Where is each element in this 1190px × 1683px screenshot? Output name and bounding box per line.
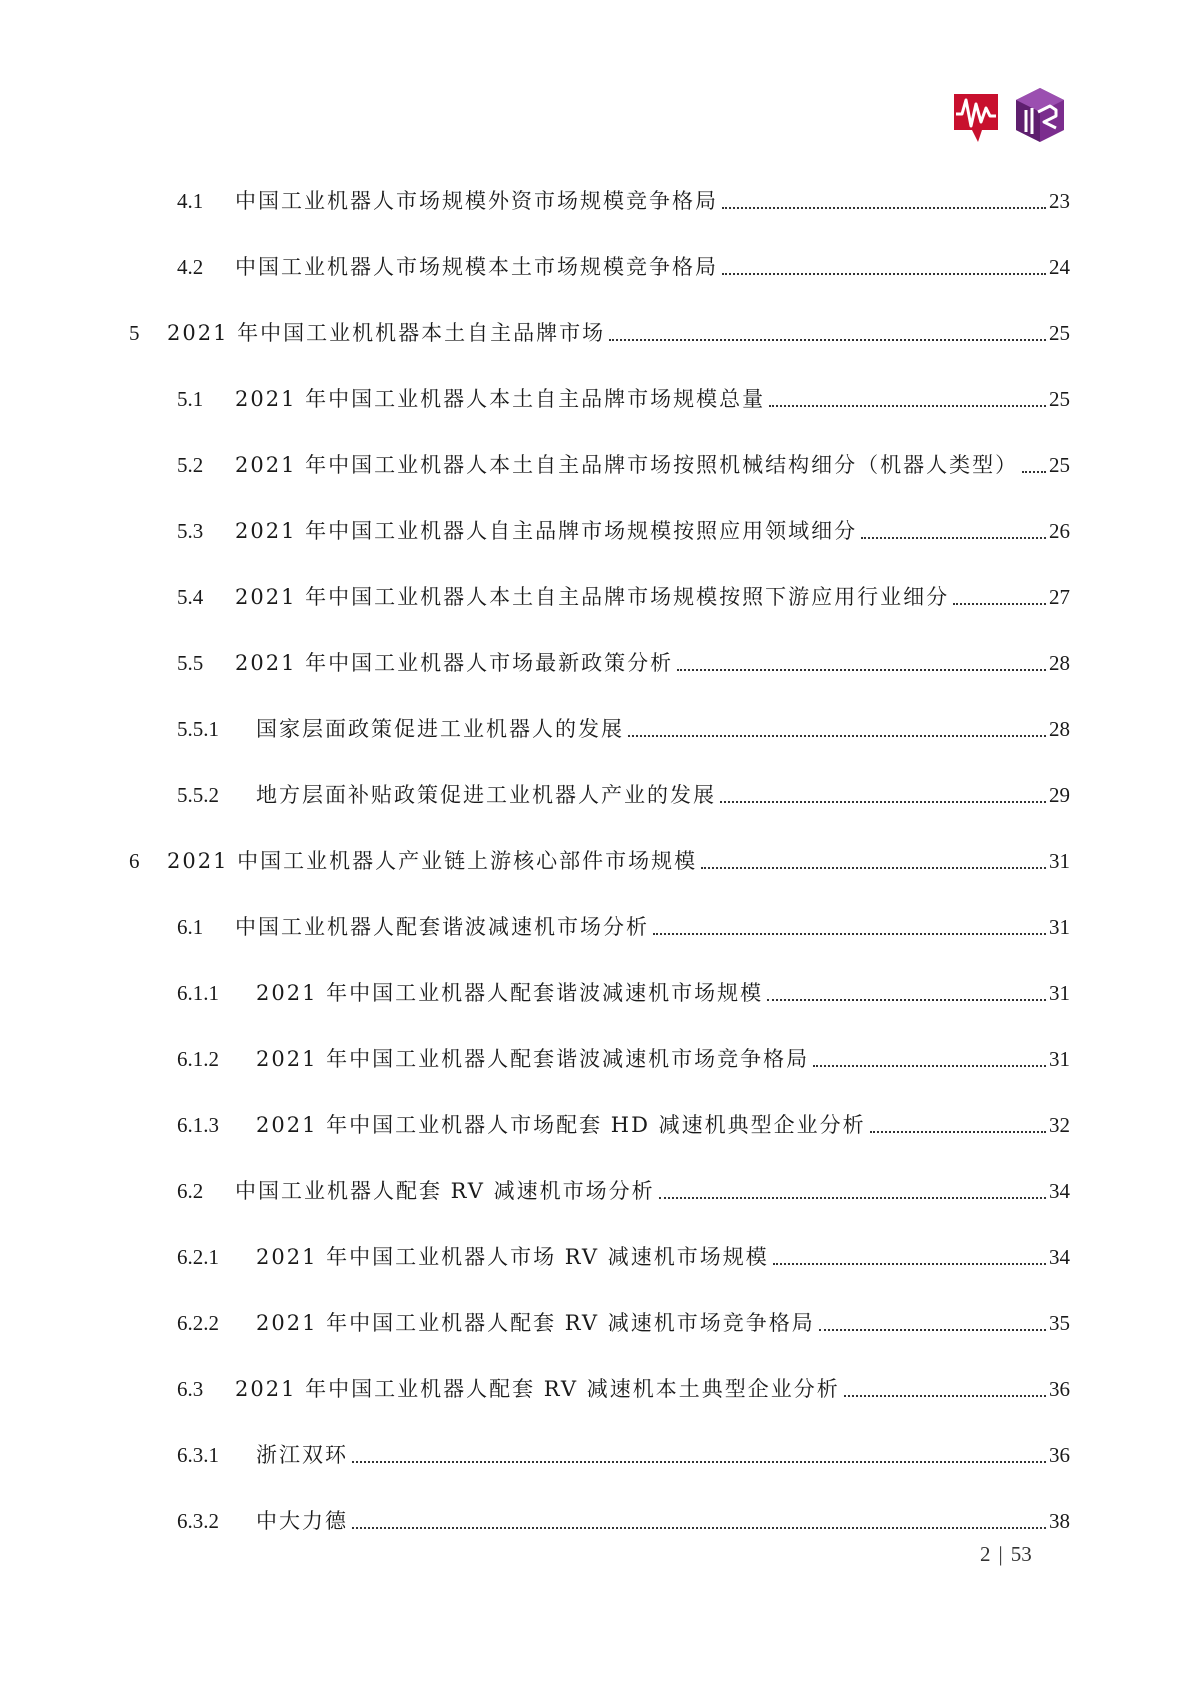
toc-entry-number: 5	[129, 321, 140, 345]
toc-entry-page: 28	[1049, 717, 1070, 741]
toc-entry[interactable]	[177, 248, 1070, 282]
toc-entry-number: 5.4	[177, 585, 204, 609]
toc-entry-number: 5.5.2	[177, 783, 219, 807]
toc-dot-leader	[701, 866, 1046, 869]
toc-entry-title: 中国工业机器人配套 RV 减速机市场分析	[235, 1179, 655, 1203]
toc-entry-number: 5.5	[177, 651, 204, 675]
page-number	[980, 1542, 1032, 1567]
toc-entry-number: 5.2	[177, 453, 204, 477]
toc-entry[interactable]	[177, 1040, 1070, 1074]
toc-entry-title: 2021 年中国工业机器人配套谐波减速机市场竞争格局	[256, 1047, 810, 1071]
toc-entry[interactable]	[177, 1436, 1070, 1470]
toc-entry-number: 5.1	[177, 387, 204, 411]
toc-dot-leader	[677, 668, 1046, 671]
toc-entry-number: 6.3.1	[177, 1443, 219, 1467]
toc-entry-title: 2021 年中国工业机器人配套 RV 减速机市场竞争格局	[256, 1311, 815, 1335]
toc-dot-leader	[722, 206, 1046, 209]
toc-entry-title: 2021 年中国工业机机器本土自主品牌市场	[167, 321, 606, 345]
toc-dot-leader	[722, 272, 1046, 275]
toc-entry-page: 38	[1049, 1509, 1070, 1533]
toc-entry-page: 36	[1049, 1377, 1070, 1401]
toc-entry-title: 2021 年中国工业机器人市场 RV 减速机市场规模	[256, 1245, 769, 1269]
toc-entry-number: 6.2	[177, 1179, 204, 1203]
toc-entry-title: 浙江双环	[256, 1443, 348, 1467]
toc-entry[interactable]	[177, 1172, 1070, 1206]
toc-entry-title: 2021 年中国工业机器人本土自主品牌市场规模按照下游应用行业细分	[235, 585, 950, 609]
toc-entry-number: 6.2.2	[177, 1311, 219, 1335]
toc-entry-title: 地方层面补贴政策促进工业机器人产业的发展	[256, 783, 716, 807]
toc-entry[interactable]	[177, 1370, 1070, 1404]
toc-entry[interactable]	[177, 644, 1070, 678]
toc-entry-number: 6.1.3	[177, 1113, 219, 1137]
toc-dot-leader	[767, 998, 1046, 1001]
toc-entry-title: 中大力德	[256, 1509, 348, 1533]
toc-entry[interactable]	[177, 1502, 1070, 1536]
toc-entry-number: 6	[129, 849, 140, 873]
toc-dot-leader	[819, 1328, 1046, 1331]
toc-dot-leader	[861, 536, 1046, 539]
toc-entry-title: 2021 中国工业机器人产业链上游核心部件市场规模	[167, 849, 698, 873]
toc-entry[interactable]	[129, 842, 1070, 876]
toc-dot-leader	[720, 800, 1046, 803]
toc-entry-page: 34	[1049, 1179, 1070, 1203]
toc-dot-leader	[773, 1262, 1046, 1265]
toc-entry-title: 国家层面政策促进工业机器人的发展	[256, 717, 624, 741]
toc-entry-number: 6.1.1	[177, 981, 219, 1005]
toc-entry-page: 26	[1049, 519, 1070, 543]
toc-entry-page: 34	[1049, 1245, 1070, 1269]
toc-entry[interactable]	[177, 974, 1070, 1008]
toc-entry[interactable]	[177, 446, 1070, 480]
toc-entry[interactable]	[177, 776, 1070, 810]
toc-entry-page: 31	[1049, 981, 1070, 1005]
toc-entry-title: 2021 年中国工业机器人市场配套 HD 减速机典型企业分析	[256, 1113, 866, 1137]
toc-entry-page: 32	[1049, 1113, 1070, 1137]
toc-dot-leader	[844, 1394, 1046, 1397]
current-page-number: 2	[980, 1542, 991, 1566]
toc-entry-page: 35	[1049, 1311, 1070, 1335]
toc-entry-number: 5.5.1	[177, 717, 219, 741]
toc-entry-number: 6.3.2	[177, 1509, 219, 1533]
toc-dot-leader	[352, 1526, 1046, 1529]
toc-entry-title: 中国工业机器人市场规模本土市场规模竞争格局	[235, 255, 718, 279]
total-pages: 53	[1010, 1542, 1032, 1566]
toc-entry-title: 2021 年中国工业机器人配套谐波减速机市场规模	[256, 981, 764, 1005]
toc-entry-number: 6.1	[177, 915, 204, 939]
toc-dot-leader	[609, 338, 1046, 341]
toc-entry[interactable]	[129, 314, 1070, 348]
toc-entry[interactable]	[177, 710, 1070, 744]
toc-dot-leader	[953, 602, 1046, 605]
toc-entry[interactable]	[177, 1106, 1070, 1140]
toc-entry-page: 23	[1049, 189, 1070, 213]
toc-entry-page: 25	[1049, 453, 1070, 477]
toc-dot-leader	[870, 1130, 1046, 1133]
toc-dot-leader	[769, 404, 1046, 407]
toc-entry-page: 31	[1049, 849, 1070, 873]
toc-entry[interactable]	[177, 908, 1070, 942]
toc-entry-page: 25	[1049, 387, 1070, 411]
toc-entry-number: 5.3	[177, 519, 204, 543]
toc-entry-title: 2021 年中国工业机器人配套 RV 减速机本土典型企业分析	[235, 1377, 840, 1401]
toc-entry-page: 27	[1049, 585, 1070, 609]
toc-entry-page: 36	[1049, 1443, 1070, 1467]
toc-entry-page: 31	[1049, 915, 1070, 939]
toc-entry-page: 28	[1049, 651, 1070, 675]
page-separator: |	[998, 1542, 1003, 1566]
toc-entry[interactable]	[177, 182, 1070, 216]
toc-entry-title: 中国工业机器人市场规模外资市场规模竞争格局	[235, 189, 718, 213]
toc-dot-leader	[653, 932, 1046, 935]
toc-entry-number: 4.1	[177, 189, 204, 213]
toc-entry[interactable]	[177, 512, 1070, 546]
toc-entry-title: 2021 年中国工业机器人本土自主品牌市场规模总量	[235, 387, 766, 411]
toc-dot-leader	[628, 734, 1046, 737]
toc-dot-leader	[659, 1196, 1046, 1199]
toc-entry-title: 中国工业机器人配套谐波减速机市场分析	[235, 915, 649, 939]
toc-entry-title: 2021 年中国工业机器人市场最新政策分析	[235, 651, 674, 675]
toc-entry[interactable]	[177, 380, 1070, 414]
toc-entry-number: 4.2	[177, 255, 204, 279]
toc-entry-title: 2021 年中国工业机器人自主品牌市场规模按照应用领域细分	[235, 519, 858, 543]
toc-entry[interactable]	[177, 578, 1070, 612]
toc-entry-number: 6.2.1	[177, 1245, 219, 1269]
toc-dot-leader	[813, 1064, 1046, 1067]
toc-entry-page: 31	[1049, 1047, 1070, 1071]
toc-entry-title: 2021 年中国工业机器人本土自主品牌市场按照机械结构细分（机器人类型）	[235, 453, 1019, 477]
toc-entry-page: 29	[1049, 783, 1070, 807]
toc-entry-number: 6.3	[177, 1377, 204, 1401]
toc-entry[interactable]	[177, 1304, 1070, 1338]
toc-entry-page: 25	[1049, 321, 1070, 345]
toc-dot-leader	[352, 1460, 1046, 1463]
toc-entry-page: 24	[1049, 255, 1070, 279]
toc-entry[interactable]	[177, 1238, 1070, 1272]
toc-entry-number: 6.1.2	[177, 1047, 219, 1071]
toc-dot-leader	[1022, 470, 1046, 473]
